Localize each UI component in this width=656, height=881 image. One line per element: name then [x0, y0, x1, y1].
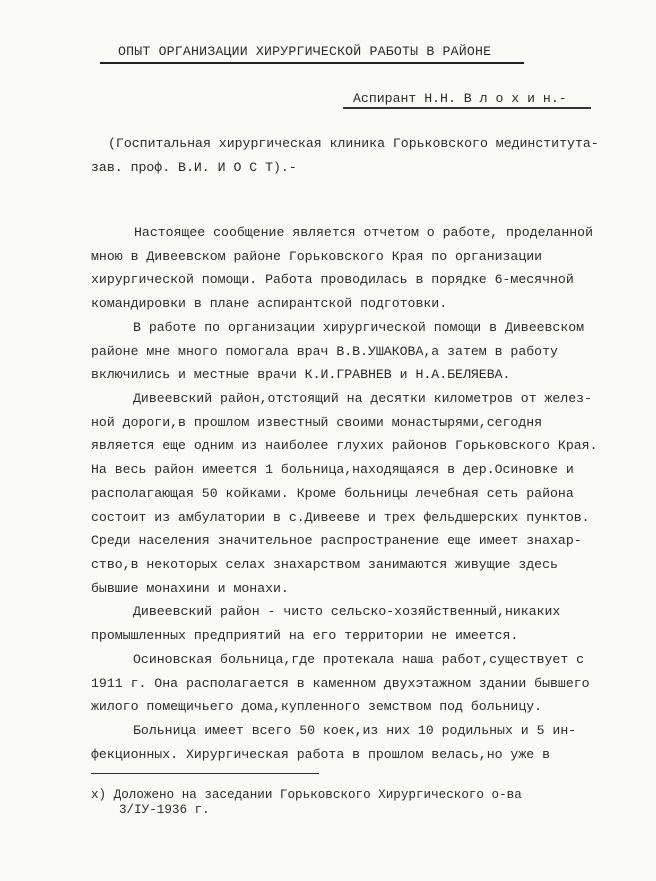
body-line: Среди населения значительное распространение еще имеет знахар- [91, 533, 582, 548]
document-title: ОПЫТ ОРГАНИЗАЦИИ ХИРУРГИЧЕСКОЙ РАБОТЫ В РАЙОНЕ [118, 44, 492, 59]
body-line: Осиновская больница,где протекала наша работ,существует с [133, 652, 585, 667]
footnote-line: 3/IУ-1936 г. [119, 803, 210, 817]
body-line: Дивеевский район,отстоящий на десятки километров от желез- [133, 391, 592, 406]
body-line: Больница имеет всего 50 коек,из них 10 родильных и 5 ин- [133, 723, 577, 738]
author-line: Аспирант Н.Н. В л о х и н.- [353, 91, 567, 106]
body-line: является еще одним из наиболее глухих районов Горьковского Края. [91, 438, 598, 453]
body-line: ство,в некоторых селах знахарством занимаются живущие здесь [91, 557, 558, 572]
body-line: мною в Дивеевском районе Горьковского Края по организации [91, 249, 543, 264]
body-line: хирургической помощи. Работа проводилась в порядке 6-месячной [91, 272, 574, 287]
body-line: фекционных. Хирургическая работа в прошлом велась,но уже в [91, 747, 550, 762]
body-line: ной дороги,в прошлом известный своими монастырями,сегодня [91, 415, 543, 430]
author-underline [343, 107, 591, 109]
body-line: промышленных предприятий на его территории не имеется. [91, 628, 519, 643]
footnote-separator [91, 773, 319, 774]
body-line: располагающая 50 койками. Кроме больницы лечебная сеть района [91, 486, 574, 501]
body-line: включились и местные врачи К.И.ГРАВНЕВ и Н.А.БЕЛЯЕВА. [91, 367, 511, 382]
body-line: жилого помещичьего дома,купленного земством под больницу. [91, 699, 543, 714]
body-line: 1911 г. Она располагается в каменном двухэтажном здании бывшего [91, 676, 590, 691]
footnote-line: х) Доложено на заседании Горьковского Хирургического о-ва [91, 788, 522, 802]
body-line: состоит из амбулатории в с.Дивееве и трех фельдшерских пунктов. [91, 510, 590, 525]
body-line: В работе по организации хирургической помощи в Дивеевском [133, 320, 585, 335]
body-line: Настоящее сообщение является отчетом о работе, проделанной [134, 225, 593, 240]
body-line: районе мне много помогала врач В.В.УШАКОВА,а затем в работу [91, 344, 558, 359]
body-line: командировки в плане аспирантской подготовки. [91, 296, 448, 311]
body-line: На весь район имеется 1 больница,находящаяся в дер.Осиновке и [91, 462, 574, 477]
affiliation-line: (Госпитальная хирургическая клиника Горьковского мединститута- [108, 136, 599, 151]
body-line: бывшие монахини и монахи. [91, 581, 289, 596]
affiliation-line: зав. проф. В.И. И О С Т).- [91, 160, 297, 175]
body-line: Дивеевский район - чисто сельско-хозяйственный,никаких [133, 604, 561, 619]
title-underline [100, 62, 524, 64]
